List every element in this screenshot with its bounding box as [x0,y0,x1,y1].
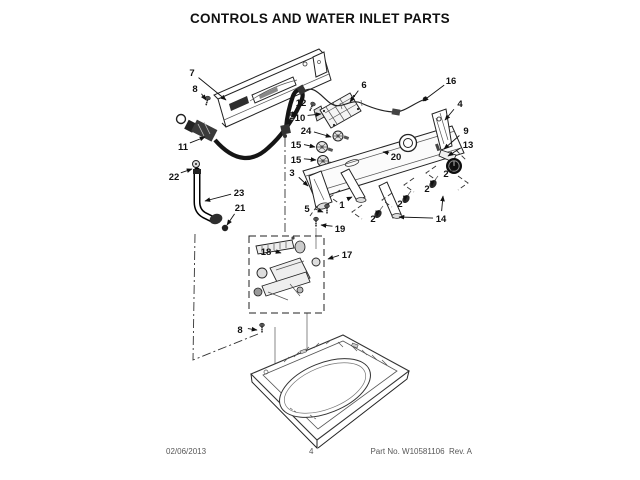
callout-label: 19 [334,224,346,235]
callout-label: 5 [304,204,310,215]
callout-label: 16 [445,76,457,87]
callout-leader [347,197,352,199]
callout-leader [201,94,206,100]
callout-label: 13 [462,140,474,151]
callout-leader [321,225,332,226]
callout-label: 8 [192,84,198,95]
callout-label: 1 [339,200,345,211]
callout-leader [423,85,444,101]
callout-leader [181,169,192,173]
callout-label: 20 [390,152,402,163]
callout-label: 11 [177,142,189,153]
callout-leader [227,214,235,225]
callout-leader [205,194,231,201]
callout-label: 10 [294,113,306,124]
switch-15a [316,142,333,153]
footer-date: 02/06/2013 [166,447,207,456]
fill-tube [193,161,229,232]
callout-label: 18 [260,247,272,258]
callout-leader [399,217,433,218]
callout-label: 3 [289,168,295,179]
callout-label: 12 [295,98,307,109]
callout-label: 2 [370,214,376,225]
callout-label: 9 [463,126,469,137]
callout-label: 7 [189,68,195,79]
callout-label: 21 [234,203,246,214]
callout-label: 15 [290,155,302,166]
callout-label: 2 [397,199,403,210]
callout-leader [304,145,315,147]
callout-label: 4 [457,99,463,110]
callout-label: 23 [233,188,245,199]
callout-leader [199,78,226,100]
page-title: CONTROLS AND WATER INLET PARTS [190,11,450,26]
callout-label: 2 [443,169,449,180]
callout-leader [274,251,281,253]
callout-label: 6 [361,80,367,91]
callout-leader [190,137,205,143]
callout-leader [304,159,316,160]
callout-label: 22 [168,172,180,183]
circuit-board [314,93,361,128]
callout-label: 24 [300,126,312,137]
callout-label: 17 [341,250,353,261]
callout-leader [248,329,257,330]
callout-label: 15 [290,140,302,151]
callout-label: 2 [424,184,430,195]
callout-label: 8 [237,325,243,336]
callout-label: 14 [435,214,447,225]
switch-24 [333,131,349,141]
footer-page-number: 4 [309,447,314,456]
callout-leader [328,255,339,259]
callout-leader [314,132,331,137]
water-inlet-valve [254,236,320,300]
footer-part-number: Part No. W10581106 Rev. A [370,447,472,456]
console-panel [214,49,331,127]
callout-leader [442,196,443,211]
